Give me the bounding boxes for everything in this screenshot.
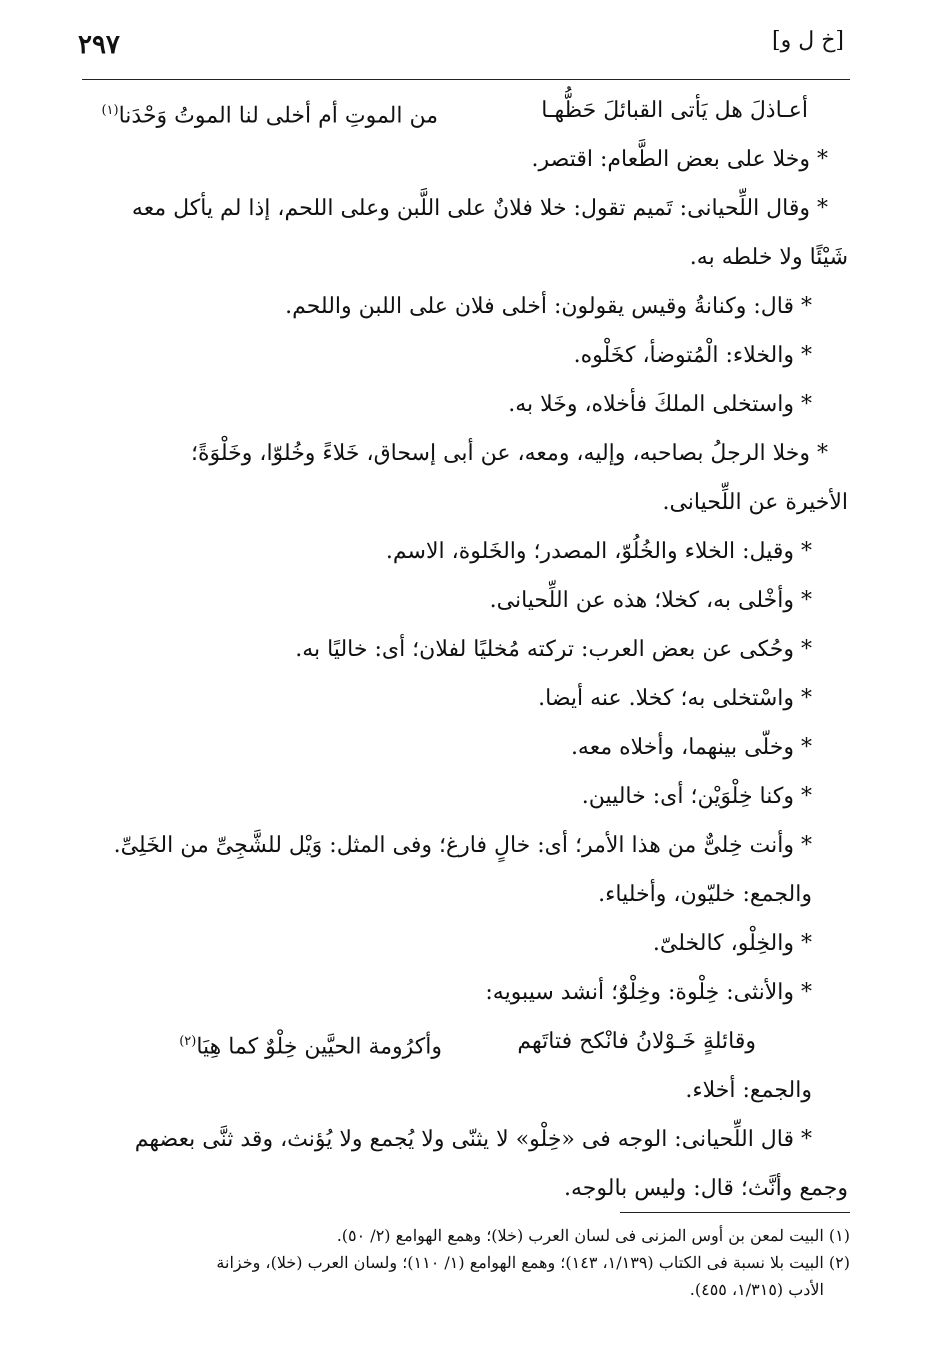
entry-line: * وحُكى عن بعض العرب: تركته مُخليًا لفلان؛ أى: خاليًا به. [295, 637, 812, 662]
entry-line: * وأنت خِلىٌّ من هذا الأمر؛ أى: خالٍ فارغ؛ وفى المثل: وَيْل للشَّجِىِّ من الخَلِىِّ. [113, 833, 812, 858]
verse-hemistich-second: وأكرُومة الحيَّين خِلْوٌ كما هِيَا$^{(٢)}$ [179, 1034, 442, 1060]
entry-continuation: وجمع وأنَّث؛ قال: وليس بالوجه. [564, 1176, 848, 1201]
entry-continuation: الأخيرة عن اللِّحيانى. [662, 490, 848, 515]
entry-line: * وخلا الرجلُ بصاحبه، وإليه، ومعه، عن أبى إسحاق، خَلاءً وخُلوّا، وخَلْوَةً؛ [190, 441, 828, 466]
entry-continuation: والجمع: أخلاء. [685, 1078, 812, 1103]
footnote-ref-2: (٢) [179, 1034, 197, 1049]
entry-line: * وخلا على بعض الطَّعام: اقتصر. [531, 147, 828, 172]
verse-hemistich-second: من الموتِ أم أخلى لنا الموتُ وَحْدَنا$^{(١)}$ [101, 103, 438, 129]
entry-line: * واسْتخلى به؛ كخلا. عنه أيضا. [538, 686, 812, 711]
entry-line: * وقال اللِّحيانى: تَميم تقول: خلا فلانٌ على اللَّبن وعلى اللحم، إذا لم يأكل معه [131, 196, 828, 221]
entry-continuation: شَيْئًا ولا خلطه به. [689, 245, 848, 270]
entry-line: * والخلاء: الْمُتوضأ، كخَلْوه. [573, 343, 812, 368]
footnote-1: (١) البيت لمعن بن أوس المزنى فى لسان العرب (خلا)؛ وهمع الهوامع (٢/ ٥٠). [336, 1226, 850, 1245]
verse-line-1 [80, 86, 848, 135]
entry-line: * قال: وكنانةُ وقيس يقولون: أخلى فلان على اللبن واللحم. [285, 294, 812, 319]
entry-line: * وكنا خِلْوَيْن؛ أى: خاليين. [581, 784, 812, 809]
footnote-2-continuation: الأدب (١/٣١٥، ٤٥٥). [689, 1280, 824, 1299]
main-text [80, 86, 848, 1213]
entry-line: * قال اللِّحيانى: الوجه فى «خِلْو» لا يثنّى ولا يُجمع ولا يُؤنث، وقد ثنَّى بعضهم [134, 1127, 812, 1152]
entry-line: * وقيل: الخلاء والخُلُوّ، المصدر؛ والخَلوة، الاسم. [385, 539, 812, 564]
verse-hemistich-first: وقائلةٍ خَـوْلانُ فانْكح فتاتَهم [517, 1029, 756, 1054]
entry-line: * والأنثى: خِلْوة: وخِلْوٌ؛ أنشد سيبويه: [485, 980, 812, 1005]
page-number: ٢٩٧ [78, 30, 120, 60]
footnote-ref-1: (١) [101, 103, 119, 118]
entry-line: * واستخلى الملكَ فأخلاه، وخَلا به. [508, 392, 812, 417]
footnote-2: (٢) البيت بلا نسبة فى الكتاب (١/١٣٩، ١٤٣)؛ وهمع الهوامع (١/ ١١٠)؛ ولسان العرب (خلا)، وخزانة [216, 1253, 850, 1272]
entry-continuation: والجمع: خليّون، وأخلياء. [598, 882, 812, 907]
verse-hemistich-first: أعـاذلَ هل يَأتى القبائلَ حَظُّهـا [541, 98, 808, 123]
header-rule [82, 79, 850, 80]
root-heading: [خ ل و] [772, 28, 844, 53]
entry-line: * وخلّى بينهما، وأخلاه معه. [570, 735, 812, 760]
entry-line: * والخِلْو، كالخلىّ. [652, 931, 812, 956]
footnote-rule [620, 1212, 850, 1213]
verse-line-2 [80, 1017, 848, 1066]
footnotes [80, 1222, 850, 1303]
entry-line: * وأخْلى به، كخلا؛ هذه عن اللِّحيانى. [489, 588, 812, 613]
